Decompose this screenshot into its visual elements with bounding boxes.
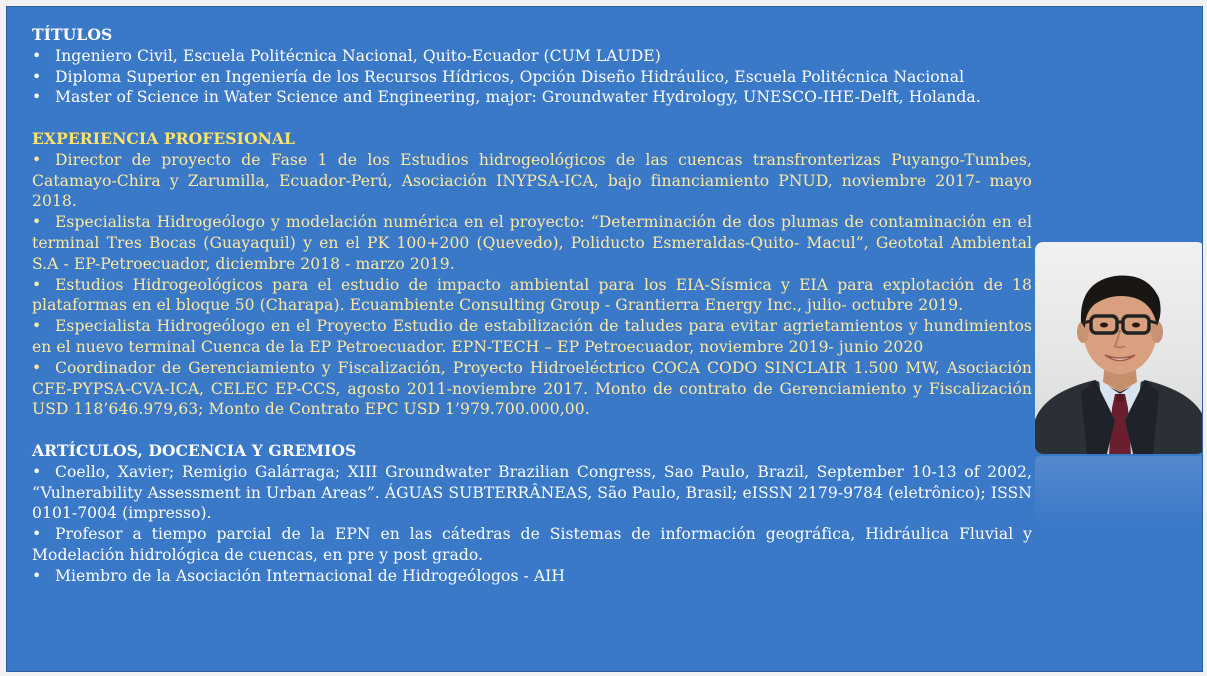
experiencia-item-4: • Especialista Hidrogeólogo en el Proyecto Estudio de estabilización de taludes para evitar agrietamientos y hundimientos en el nuevo terminal Cuenca de la EP Petroecuador. EPN-TECH – EP Petroecuador, noviembre 2019- junio 2020 <box>32 317 1032 356</box>
bullet-icon: • <box>32 88 42 107</box>
titulo-item-2: • Diploma Superior en Ingeniería de los Recursos Hídricos, Opción Diseño Hidráulico, Escuela Politécnica Nacional <box>32 67 965 86</box>
bullet-icon: • <box>32 213 42 232</box>
bullet-icon: • <box>32 150 42 169</box>
titulo-item-3: • Master of Science in Water Science and Engineering, major: Groundwater Hydrology, UNESCO-IHE-Delft, Holanda. <box>32 88 981 107</box>
section-spacer <box>32 420 1032 441</box>
bullet-icon: • <box>32 317 42 336</box>
bullet-icon: • <box>32 462 42 481</box>
articulo-item-2: • Profesor a tiempo parcial de la EPN en las cátedras de Sistemas de información geográfica, Hidráulica Fluvial y Modelación hidrológica de cuencas, en pre y post grado. <box>32 525 1032 564</box>
experiencia-item-2: • Especialista Hidrogeólogo y modelación numérica en el proyecto: “Determinación de dos plumas de contaminación en el terminal Tres Bocas (Guayaquil) y en el PK 100+200 (Quevedo), Poliducto Esmeraldas-Quito- Macul”, Geototal Ambiental S.A - EP-Petroecuador, diciembre 2018 - marzo 2019. <box>32 213 1032 273</box>
photo-reflection <box>1035 456 1203 526</box>
bullet-icon: • <box>32 525 42 544</box>
experiencia-item-1: • Director de proyecto de Fase 1 de los Estudios hidrogeológicos de las cuencas transfronterizas Puyango-Tumbes, Catamayo-Chira y Zarumilla, Ecuador-Perú, Asociación INYPSA-ICA, bajo financiamiento PNUD, noviembre 2017- mayo 2018. <box>32 150 1032 211</box>
experiencia-item-3: • Estudios Hidrogeológicos para el estudio de impacto ambiental para los EIA-Sísmica y EIA para explotación de 18 plataformas en el bloque 50 (Charapa). Ecuambiente Consulting Group - Grantierra Energy Inc., julio- octubre 2019. <box>32 275 1032 315</box>
articulo-item-1: • Coello, Xavier; Remigio Galárraga; XIII Groundwater Brazilian Congress, Sao Paulo, Brazil, September 10-13 of 2002, “Vulnerability Assessment in Urban Areas”. ÁGUAS SUBTERRÂNEAS, São Paulo, Brasil; eISSN 2179-9784 (eletrônico); ISSN 0101-7004 (impresso). <box>32 462 1032 523</box>
experiencia-item-5: • Coordinador de Gerenciamiento y Fiscalización, Proyecto Hidroeléctrico COCA CODO SINCLAIR 1.500 MW, Asociación CFE-PYPSA-CVA-ICA, CELEC EP-CCS, agosto 2011-noviembre 2017. Monto de contrato de Gerenciamiento y Fiscalización USD 118’646.979,63; Monto de Contrato EPC USD 1’979.700.000,00. <box>32 358 1032 419</box>
cv-slide <box>6 6 1203 672</box>
bullet-icon: • <box>32 275 42 294</box>
bullet-icon: • <box>32 566 42 585</box>
bullet-icon: • <box>32 67 42 86</box>
person-portrait-icon <box>1035 242 1203 454</box>
section-heading-articulos: ARTÍCULOS, DOCENCIA Y GREMIOS <box>32 440 357 460</box>
cv-content <box>32 25 1032 587</box>
section-spacer <box>32 108 1032 129</box>
profile-photo <box>1035 242 1203 454</box>
bullet-icon: • <box>32 46 42 65</box>
articulo-item-3: • Miembro de la Asociación Internacional de Hidrogeólogos - AIH <box>32 566 565 585</box>
bullet-icon: • <box>32 358 42 377</box>
section-heading-experiencia: EXPERIENCIA PROFESIONAL <box>32 128 296 148</box>
section-heading-titulos: TÍTULOS <box>32 25 113 44</box>
titulo-item-1: • Ingeniero Civil, Escuela Politécnica Nacional, Quito-Ecuador (CUM LAUDE) <box>32 46 661 65</box>
